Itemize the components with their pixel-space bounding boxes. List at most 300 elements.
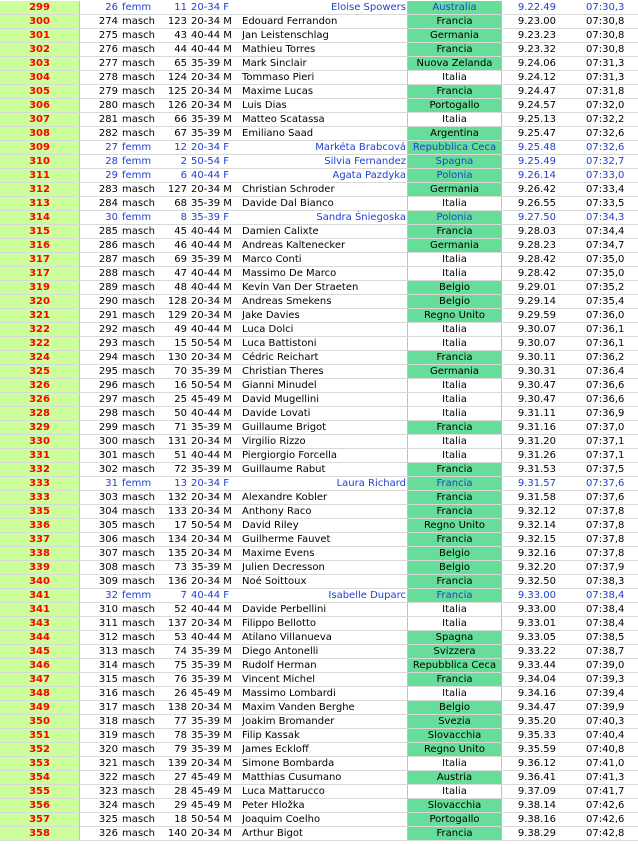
bib-number-cell: 282 <box>98 128 118 139</box>
finish-time-cell: 9.33.00 <box>517 604 556 615</box>
athlete-name-cell: Mark Sinclair <box>242 58 307 69</box>
bib-number-cell: 291 <box>98 310 118 321</box>
bib-number-cell: 292 <box>98 324 118 335</box>
finish-time-cell: 9.31.11 <box>517 408 556 419</box>
finish-time-cell: 9.38.14 <box>517 800 556 811</box>
athlete-name-cell: Simone Bombarda <box>242 758 335 769</box>
sex-cell: masch <box>122 520 155 531</box>
athlete-name-cell: Filippo Bellotto <box>242 618 316 629</box>
category-cell: 40-44 F <box>191 590 229 601</box>
category-rank-cell: 69 <box>174 254 187 265</box>
category-cell: 20-34 M <box>191 828 232 839</box>
category-cell: 40-44 M <box>191 268 232 279</box>
athlete-name-cell: Davide Dal Bianco <box>242 198 334 209</box>
average-pace-cell: 07:36,2 <box>586 352 625 363</box>
bib-number-cell: 296 <box>98 380 118 391</box>
position-cell: 301 <box>0 29 80 42</box>
sex-cell: masch <box>122 688 155 699</box>
athlete-name-cell: Christian Theres <box>242 366 324 377</box>
table-row <box>0 211 638 225</box>
average-pace-cell: 07:36,4 <box>586 366 625 377</box>
nationality-cell: Italia <box>407 267 502 280</box>
nationality-cell: Italia <box>407 393 502 406</box>
bib-number-cell: 275 <box>98 30 118 41</box>
category-cell: 20-34 M <box>191 72 232 83</box>
position-cell: 351 <box>0 729 80 742</box>
bib-number-cell: 295 <box>98 366 118 377</box>
position-cell: 303 <box>0 57 80 70</box>
average-pace-cell: 07:32,7 <box>586 156 625 167</box>
category-cell: 35-39 M <box>191 674 232 685</box>
category-rank-cell: 123 <box>167 16 187 27</box>
category-cell: 20-34 M <box>191 16 232 27</box>
nationality-cell: Italia <box>407 757 502 770</box>
nationality-cell: Belgio <box>407 547 502 560</box>
position-cell: 352 <box>0 743 80 756</box>
category-cell: 35-39 M <box>191 464 232 475</box>
table-row <box>0 631 638 645</box>
finish-time-cell: 9.27.50 <box>517 212 556 223</box>
average-pace-cell: 07:33,5 <box>586 198 625 209</box>
category-rank-cell: 132 <box>167 492 187 503</box>
position-cell: 325 <box>0 365 80 378</box>
nationality-cell: Svizzera <box>407 645 502 658</box>
sex-cell: masch <box>122 44 155 55</box>
nationality-cell: Francia <box>407 827 502 840</box>
category-rank-cell: 138 <box>167 702 187 713</box>
bib-number-cell: 290 <box>98 296 118 307</box>
average-pace-cell: 07:38,7 <box>586 646 625 657</box>
nationality-cell: Argentina <box>407 127 502 140</box>
category-cell: 50-54 M <box>191 338 232 349</box>
finish-time-cell: 9.32.12 <box>517 506 556 517</box>
athlete-name-cell: Damien Calixte <box>242 226 319 237</box>
average-pace-cell: 07:38,4 <box>586 604 625 615</box>
nationality-cell: Australia <box>407 1 502 14</box>
position-cell: 329 <box>0 421 80 434</box>
bib-number-cell: 29 <box>105 170 118 181</box>
table-row <box>0 337 638 351</box>
average-pace-cell: 07:34,7 <box>586 240 625 251</box>
category-cell: 20-34 M <box>191 100 232 111</box>
position-cell: 322 <box>0 337 80 350</box>
nationality-cell: Polonia <box>407 211 502 224</box>
finish-time-cell: 9.33.05 <box>517 632 556 643</box>
athlete-name-cell: Maxime Lucas <box>242 86 314 97</box>
position-cell: 341 <box>0 603 80 616</box>
bib-number-cell: 279 <box>98 86 118 97</box>
table-row <box>0 15 638 29</box>
bib-number-cell: 313 <box>98 646 118 657</box>
sex-cell: masch <box>122 296 155 307</box>
athlete-name-cell: Massimo De Marco <box>242 268 337 279</box>
finish-time-cell: 9.28.03 <box>517 226 556 237</box>
sex-cell: femm <box>122 478 152 489</box>
finish-time-cell: 9.38.29 <box>517 828 556 839</box>
sex-cell: femm <box>122 590 152 601</box>
table-row <box>0 85 638 99</box>
athlete-name-cell: Cédric Reichart <box>242 352 319 363</box>
category-rank-cell: 65 <box>174 58 187 69</box>
finish-time-cell: 9.31.53 <box>517 464 556 475</box>
athlete-name-cell: Agata Pazdyka <box>332 170 406 181</box>
sex-cell: masch <box>122 114 155 125</box>
sex-cell: masch <box>122 86 155 97</box>
category-rank-cell: 78 <box>174 730 187 741</box>
position-cell: 328 <box>0 407 80 420</box>
average-pace-cell: 07:37,0 <box>586 422 625 433</box>
position-cell: 299 <box>0 1 80 14</box>
average-pace-cell: 07:37,8 <box>586 520 625 531</box>
bib-number-cell: 324 <box>98 800 118 811</box>
nationality-cell: Repubblica Ceca <box>407 659 502 672</box>
table-row <box>0 365 638 379</box>
average-pace-cell: 07:37,6 <box>586 492 625 503</box>
athlete-name-cell: Matthias Cusumano <box>242 772 342 783</box>
position-cell: 358 <box>0 827 80 840</box>
category-rank-cell: 17 <box>174 520 187 531</box>
athlete-name-cell: Rudolf Herman <box>242 660 317 671</box>
table-row <box>0 575 638 589</box>
average-pace-cell: 07:40,8 <box>586 744 625 755</box>
position-cell: 319 <box>0 281 80 294</box>
sex-cell: masch <box>122 632 155 643</box>
bib-number-cell: 276 <box>98 44 118 55</box>
position-cell: 330 <box>0 435 80 448</box>
average-pace-cell: 07:39,3 <box>586 674 625 685</box>
position-cell: 338 <box>0 547 80 560</box>
bib-number-cell: 300 <box>98 436 118 447</box>
table-row <box>0 57 638 71</box>
average-pace-cell: 07:42,8 <box>586 828 625 839</box>
finish-time-cell: 9.29.14 <box>517 296 556 307</box>
category-rank-cell: 136 <box>167 576 187 587</box>
athlete-name-cell: Silvia Fernandez <box>324 156 406 167</box>
category-rank-cell: 52 <box>174 604 187 615</box>
category-cell: 20-34 F <box>191 478 229 489</box>
sex-cell: masch <box>122 394 155 405</box>
athlete-name-cell: Noé Soittoux <box>242 576 307 587</box>
athlete-name-cell: Isabelle Duparc <box>328 590 406 601</box>
category-cell: 40-44 M <box>191 282 232 293</box>
nationality-cell: Francia <box>407 477 502 490</box>
position-cell: 345 <box>0 645 80 658</box>
sex-cell: masch <box>122 534 155 545</box>
category-cell: 35-39 M <box>191 744 232 755</box>
table-row <box>0 323 638 337</box>
position-cell: 341 <box>0 589 80 602</box>
position-cell: 313 <box>0 197 80 210</box>
category-rank-cell: 130 <box>167 352 187 363</box>
athlete-name-cell: Sandra Śniegoska <box>316 212 406 223</box>
finish-time-cell: 9.38.16 <box>517 814 556 825</box>
athlete-name-cell: Maxime Evens <box>242 548 315 559</box>
nationality-cell: Spagna <box>407 631 502 644</box>
category-rank-cell: 124 <box>167 72 187 83</box>
average-pace-cell: 07:31,3 <box>586 72 625 83</box>
sex-cell: masch <box>122 436 155 447</box>
position-cell: 335 <box>0 505 80 518</box>
table-row <box>0 687 638 701</box>
table-row <box>0 799 638 813</box>
athlete-name-cell: Jan Leistenschlag <box>242 30 329 41</box>
category-cell: 20-34 M <box>191 352 232 363</box>
bib-number-cell: 274 <box>98 16 118 27</box>
table-row <box>0 827 638 841</box>
sex-cell: masch <box>122 744 155 755</box>
sex-cell: masch <box>122 198 155 209</box>
bib-number-cell: 28 <box>105 156 118 167</box>
category-rank-cell: 135 <box>167 548 187 559</box>
category-cell: 45-49 M <box>191 688 232 699</box>
nationality-cell: Portogallo <box>407 813 502 826</box>
category-rank-cell: 50 <box>174 408 187 419</box>
category-cell: 40-44 M <box>191 240 232 251</box>
table-row <box>0 729 638 743</box>
average-pace-cell: 07:41,3 <box>586 772 625 783</box>
sex-cell: masch <box>122 100 155 111</box>
sex-cell: masch <box>122 506 155 517</box>
sex-cell: masch <box>122 310 155 321</box>
finish-time-cell: 9.30.47 <box>517 380 556 391</box>
finish-time-cell: 9.33.44 <box>517 660 556 671</box>
bib-number-cell: 307 <box>98 548 118 559</box>
nationality-cell: Italia <box>407 379 502 392</box>
sex-cell: femm <box>122 2 152 13</box>
category-rank-cell: 53 <box>174 632 187 643</box>
sex-cell: masch <box>122 646 155 657</box>
category-rank-cell: 127 <box>167 184 187 195</box>
category-cell: 35-39 M <box>191 198 232 209</box>
table-row <box>0 379 638 393</box>
sex-cell: masch <box>122 240 155 251</box>
bib-number-cell: 277 <box>98 58 118 69</box>
average-pace-cell: 07:36,6 <box>586 380 625 391</box>
category-rank-cell: 26 <box>174 688 187 699</box>
table-row <box>0 295 638 309</box>
athlete-name-cell: Filip Kassak <box>242 730 300 741</box>
category-rank-cell: 45 <box>174 226 187 237</box>
finish-time-cell: 9.32.50 <box>517 576 556 587</box>
finish-time-cell: 9.31.20 <box>517 436 556 447</box>
sex-cell: masch <box>122 30 155 41</box>
sex-cell: masch <box>122 618 155 629</box>
finish-time-cell: 9.35.33 <box>517 730 556 741</box>
bib-number-cell: 311 <box>98 618 118 629</box>
finish-time-cell: 9.26.42 <box>517 184 556 195</box>
bib-number-cell: 32 <box>105 590 118 601</box>
category-rank-cell: 12 <box>174 142 187 153</box>
category-cell: 45-49 M <box>191 786 232 797</box>
sex-cell: masch <box>122 828 155 839</box>
category-rank-cell: 77 <box>174 716 187 727</box>
sex-cell: masch <box>122 786 155 797</box>
athlete-name-cell: Guilherme Fauvet <box>242 534 331 545</box>
finish-time-cell: 9.32.15 <box>517 534 556 545</box>
nationality-cell: Repubblica Ceca <box>407 141 502 154</box>
bib-number-cell: 278 <box>98 72 118 83</box>
table-row <box>0 603 638 617</box>
bib-number-cell: 316 <box>98 688 118 699</box>
nationality-cell: Nuova Zelanda <box>407 57 502 70</box>
nationality-cell: Belgio <box>407 281 502 294</box>
finish-time-cell: 9.33.01 <box>517 618 556 629</box>
bib-number-cell: 293 <box>98 338 118 349</box>
table-row <box>0 183 638 197</box>
position-cell: 349 <box>0 701 80 714</box>
position-cell: 356 <box>0 799 80 812</box>
category-rank-cell: 18 <box>174 814 187 825</box>
category-rank-cell: 73 <box>174 562 187 573</box>
bib-number-cell: 302 <box>98 464 118 475</box>
category-rank-cell: 15 <box>174 338 187 349</box>
category-rank-cell: 74 <box>174 646 187 657</box>
finish-time-cell: 9.34.04 <box>517 674 556 685</box>
category-cell: 40-44 M <box>191 408 232 419</box>
table-row <box>0 785 638 799</box>
athlete-name-cell: James Eckloff <box>242 744 309 755</box>
nationality-cell: Spagna <box>407 155 502 168</box>
sex-cell: masch <box>122 730 155 741</box>
nationality-cell: Francia <box>407 463 502 476</box>
bib-number-cell: 317 <box>98 702 118 713</box>
category-cell: 20-34 M <box>191 506 232 517</box>
athlete-name-cell: Tommaso Pieri <box>242 72 315 83</box>
table-row <box>0 155 638 169</box>
athlete-name-cell: Virgilio Rizzo <box>242 436 306 447</box>
table-row <box>0 99 638 113</box>
category-rank-cell: 137 <box>167 618 187 629</box>
bib-number-cell: 297 <box>98 394 118 405</box>
table-row <box>0 309 638 323</box>
average-pace-cell: 07:37,8 <box>586 506 625 517</box>
category-cell: 20-34 M <box>191 436 232 447</box>
athlete-name-cell: Joaquim Coelho <box>242 814 321 825</box>
athlete-name-cell: Andreas Kaltenecker <box>242 240 346 251</box>
category-rank-cell: 8 <box>180 212 187 223</box>
sex-cell: masch <box>122 282 155 293</box>
table-row <box>0 141 638 155</box>
sex-cell: femm <box>122 212 152 223</box>
average-pace-cell: 07:33,0 <box>586 170 625 181</box>
position-cell: 354 <box>0 771 80 784</box>
nationality-cell: Slovacchia <box>407 799 502 812</box>
table-row <box>0 197 638 211</box>
category-cell: 20-34 M <box>191 296 232 307</box>
category-rank-cell: 25 <box>174 394 187 405</box>
athlete-name-cell: Eloise Spowers <box>331 2 406 13</box>
athlete-name-cell: Emiliano Saad <box>242 128 314 139</box>
average-pace-cell: 07:36,9 <box>586 408 625 419</box>
category-rank-cell: 139 <box>167 758 187 769</box>
category-cell: 20-34 M <box>191 534 232 545</box>
category-cell: 40-44 M <box>191 632 232 643</box>
category-rank-cell: 7 <box>180 590 187 601</box>
category-rank-cell: 16 <box>174 380 187 391</box>
position-cell: 353 <box>0 757 80 770</box>
nationality-cell: Italia <box>407 449 502 462</box>
bib-number-cell: 308 <box>98 562 118 573</box>
table-row <box>0 253 638 267</box>
finish-time-cell: 9.33.00 <box>517 590 556 601</box>
nationality-cell: Italia <box>407 71 502 84</box>
table-row <box>0 505 638 519</box>
average-pace-cell: 07:36,1 <box>586 338 625 349</box>
finish-time-cell: 9.31.58 <box>517 492 556 503</box>
category-cell: 50-54 M <box>191 520 232 531</box>
nationality-cell: Regno Unito <box>407 309 502 322</box>
finish-time-cell: 9.33.22 <box>517 646 556 657</box>
category-cell: 40-44 M <box>191 324 232 335</box>
position-cell: 348 <box>0 687 80 700</box>
category-cell: 20-34 M <box>191 310 232 321</box>
bib-number-cell: 323 <box>98 786 118 797</box>
table-row <box>0 561 638 575</box>
finish-time-cell: 9.31.26 <box>517 450 556 461</box>
sex-cell: masch <box>122 702 155 713</box>
bib-number-cell: 289 <box>98 282 118 293</box>
average-pace-cell: 07:31,3 <box>586 58 625 69</box>
position-cell: 321 <box>0 309 80 322</box>
nationality-cell: Francia <box>407 43 502 56</box>
nationality-cell: Germania <box>407 183 502 196</box>
nationality-cell: Italia <box>407 407 502 420</box>
table-row <box>0 617 638 631</box>
athlete-name-cell: Maxim Vanden Berghe <box>242 702 355 713</box>
category-cell: 20-34 M <box>191 618 232 629</box>
table-row <box>0 757 638 771</box>
nationality-cell: Francia <box>407 505 502 518</box>
bib-number-cell: 305 <box>98 520 118 531</box>
athlete-name-cell: Diego Antonelli <box>242 646 319 657</box>
athlete-name-cell: Kevin Van Der Straeten <box>242 282 359 293</box>
finish-time-cell: 9.23.23 <box>517 30 556 41</box>
position-cell: 331 <box>0 449 80 462</box>
position-cell: 326 <box>0 379 80 392</box>
nationality-cell: Portogallo <box>407 99 502 112</box>
category-rank-cell: 70 <box>174 366 187 377</box>
finish-time-cell: 9.30.47 <box>517 394 556 405</box>
category-rank-cell: 27 <box>174 772 187 783</box>
category-cell: 20-34 M <box>191 86 232 97</box>
position-cell: 322 <box>0 323 80 336</box>
position-cell: 336 <box>0 519 80 532</box>
category-cell: 45-49 M <box>191 394 232 405</box>
position-cell: 316 <box>0 239 80 252</box>
table-row <box>0 491 638 505</box>
finish-time-cell: 9.35.20 <box>517 716 556 727</box>
athlete-name-cell: David Mugellini <box>242 394 319 405</box>
finish-time-cell: 9.36.41 <box>517 772 556 783</box>
bib-number-cell: 301 <box>98 450 118 461</box>
finish-time-cell: 9.25.49 <box>517 156 556 167</box>
athlete-name-cell: Massimo Lombardi <box>242 688 336 699</box>
nationality-cell: Germania <box>407 29 502 42</box>
bib-number-cell: 310 <box>98 604 118 615</box>
finish-time-cell: 9.24.12 <box>517 72 556 83</box>
category-rank-cell: 49 <box>174 324 187 335</box>
category-cell: 20-34 F <box>191 2 229 13</box>
category-cell: 45-49 M <box>191 772 232 783</box>
nationality-cell: Polonia <box>407 169 502 182</box>
bib-number-cell: 325 <box>98 814 118 825</box>
nationality-cell: Francia <box>407 533 502 546</box>
sex-cell: masch <box>122 800 155 811</box>
position-cell: 332 <box>0 463 80 476</box>
average-pace-cell: 07:37,6 <box>586 478 625 489</box>
bib-number-cell: 281 <box>98 114 118 125</box>
position-cell: 305 <box>0 85 80 98</box>
